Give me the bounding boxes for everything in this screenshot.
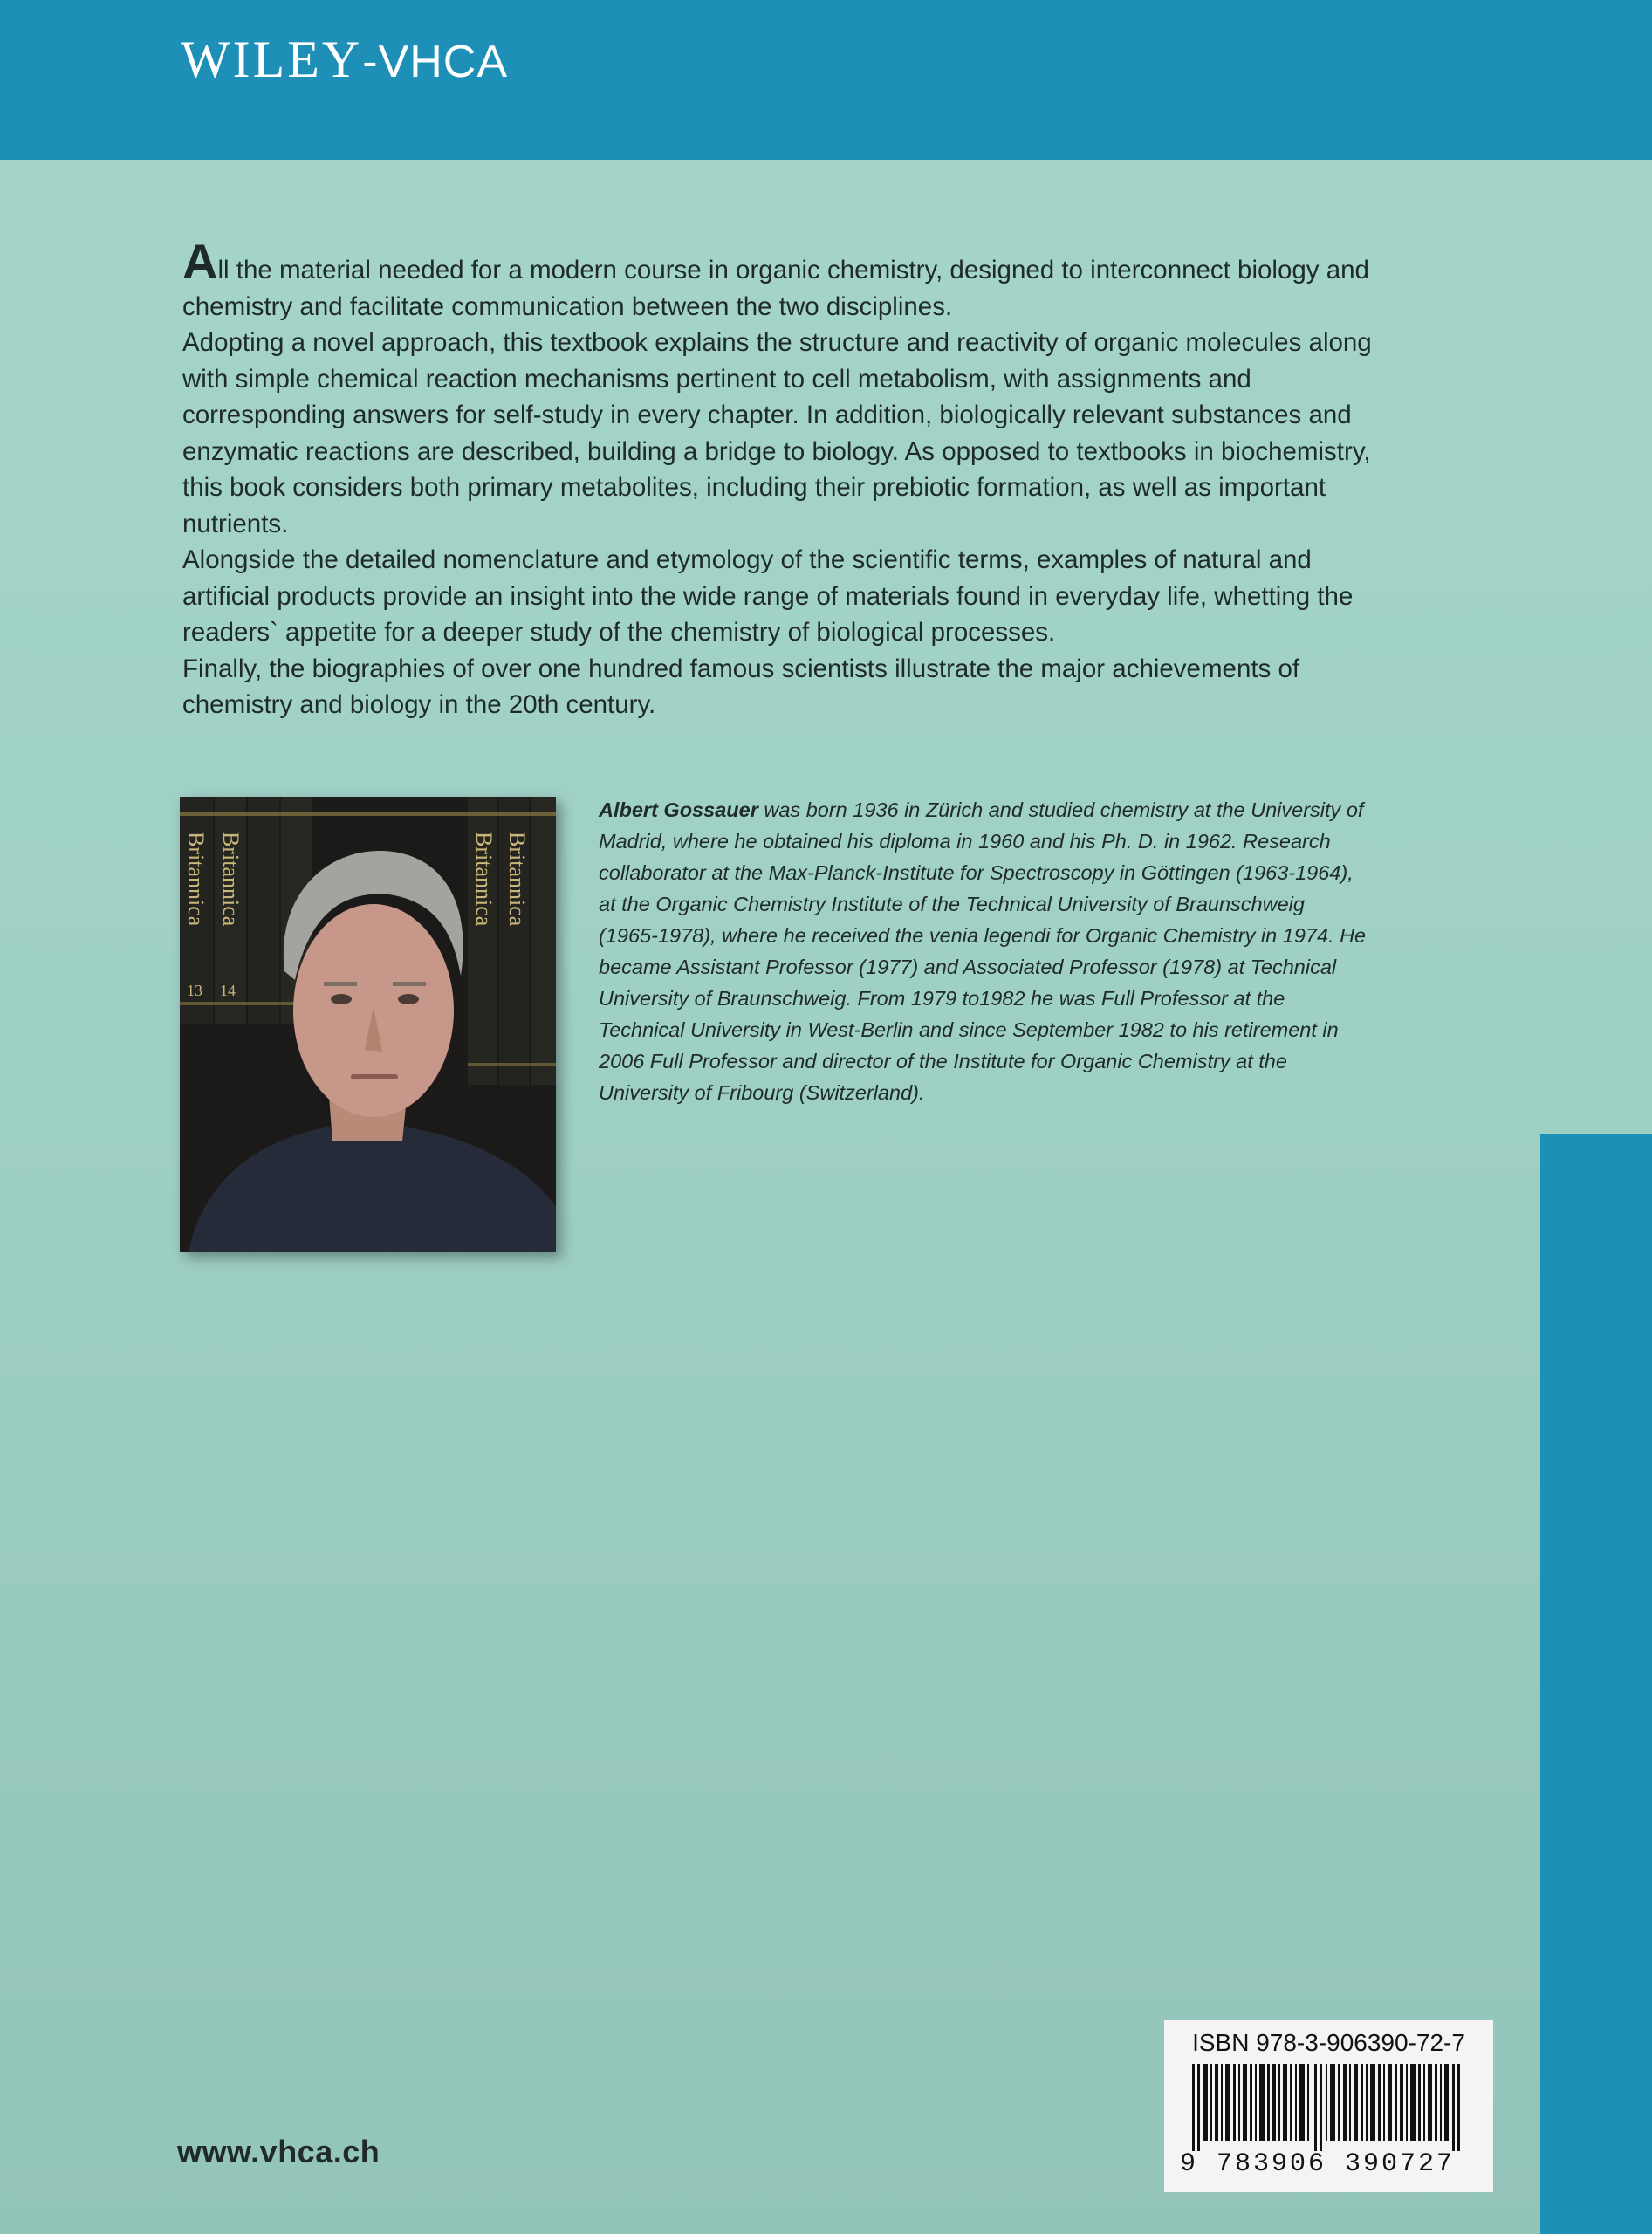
isbn-label: ISBN 978-3-906390-72-7 — [1192, 2029, 1465, 2056]
book-spine-label-1: Britannica — [183, 832, 209, 927]
book-spine-label-3: Britannica — [471, 832, 497, 927]
logo-wiley-text: WILEY — [181, 31, 363, 88]
author-photo — [180, 797, 556, 1252]
author-biography — [599, 794, 1367, 1108]
author-bio-text: was born 1936 in Zürich and studied chemistry at the University of Madrid, where he obtained his diploma in 1960 and his Ph. D. in 1962. Research collaborator at the Max-Planck-Institute for Spectroscopy in Göttingen (1963-1964), at the Organic Chemistry Institute of the Technical University of Braunschweig (1965-1978), where he received the venia legendi for Organic Chemistry in 1974. He became Assistant Professor (1977) and Associated Professor (1978) at Technical University of Braunschweig. From 1979 to1982 he was Full Professor at the Technical University in West-Berlin and since September 1982 to his retirement in 2006 Full Professor and director of the Institute for Organic Chemistry at the University of Fribourg (Switzerland). — [599, 798, 1367, 1104]
drop-cap: A — [182, 234, 218, 289]
book-spine-label-4: Britannica — [504, 832, 530, 927]
barcode-number: 9 783906 390727 — [1180, 2149, 1456, 2179]
description-paragraph-1 — [182, 234, 1395, 325]
side-band — [1540, 1134, 1652, 2234]
publisher-website: www.vhca.ch — [177, 2134, 380, 2169]
barcode-bars — [1192, 2064, 1466, 2151]
publisher-logo — [181, 30, 508, 91]
description-paragraph-3: Alongside the detailed nomenclature and etymology of the scientific terms, examples of natural and artificial products provide an insight into the wide range of materials found in everyday life, whetting the readers` appetite for a deeper study of the chemistry of biological processes. — [182, 545, 1354, 647]
description-paragraph-4: Finally, the biographies of over one hundred famous scientists illustrate the major achievements of chemistry and biology in the 20th century. — [182, 654, 1300, 719]
book-spine-label-2: Britannica — [218, 832, 243, 927]
book-volume-number-1: 13 — [187, 982, 202, 999]
description-paragraph-1-text: ll the material needed for a modern course in organic chemistry, designed to interconnect biology and chemistry and facilitate communication between the two disciplines. — [182, 256, 1369, 321]
isbn-barcode — [1164, 2020, 1493, 2192]
logo-vhca-text: -VHCA — [362, 37, 509, 87]
book-description — [182, 234, 1395, 723]
book-volume-number-2: 14 — [220, 982, 236, 999]
author-name: Albert Gossauer — [599, 798, 758, 821]
description-paragraph-2: Adopting a novel approach, this textbook explains the structure and reactivity of organic molecules along with simple chemical reaction mechanisms pertinent to cell metabolism, with assignments and corresponding answers for self-study in every chapter. In addition, biologically relevant substances and enzymatic reactions are described, building a bridge to biology. As opposed to textbooks in biochemistry, this book considers both primary metabolites, including their prebiotic formation, as well as important nutrients. — [182, 328, 1372, 538]
